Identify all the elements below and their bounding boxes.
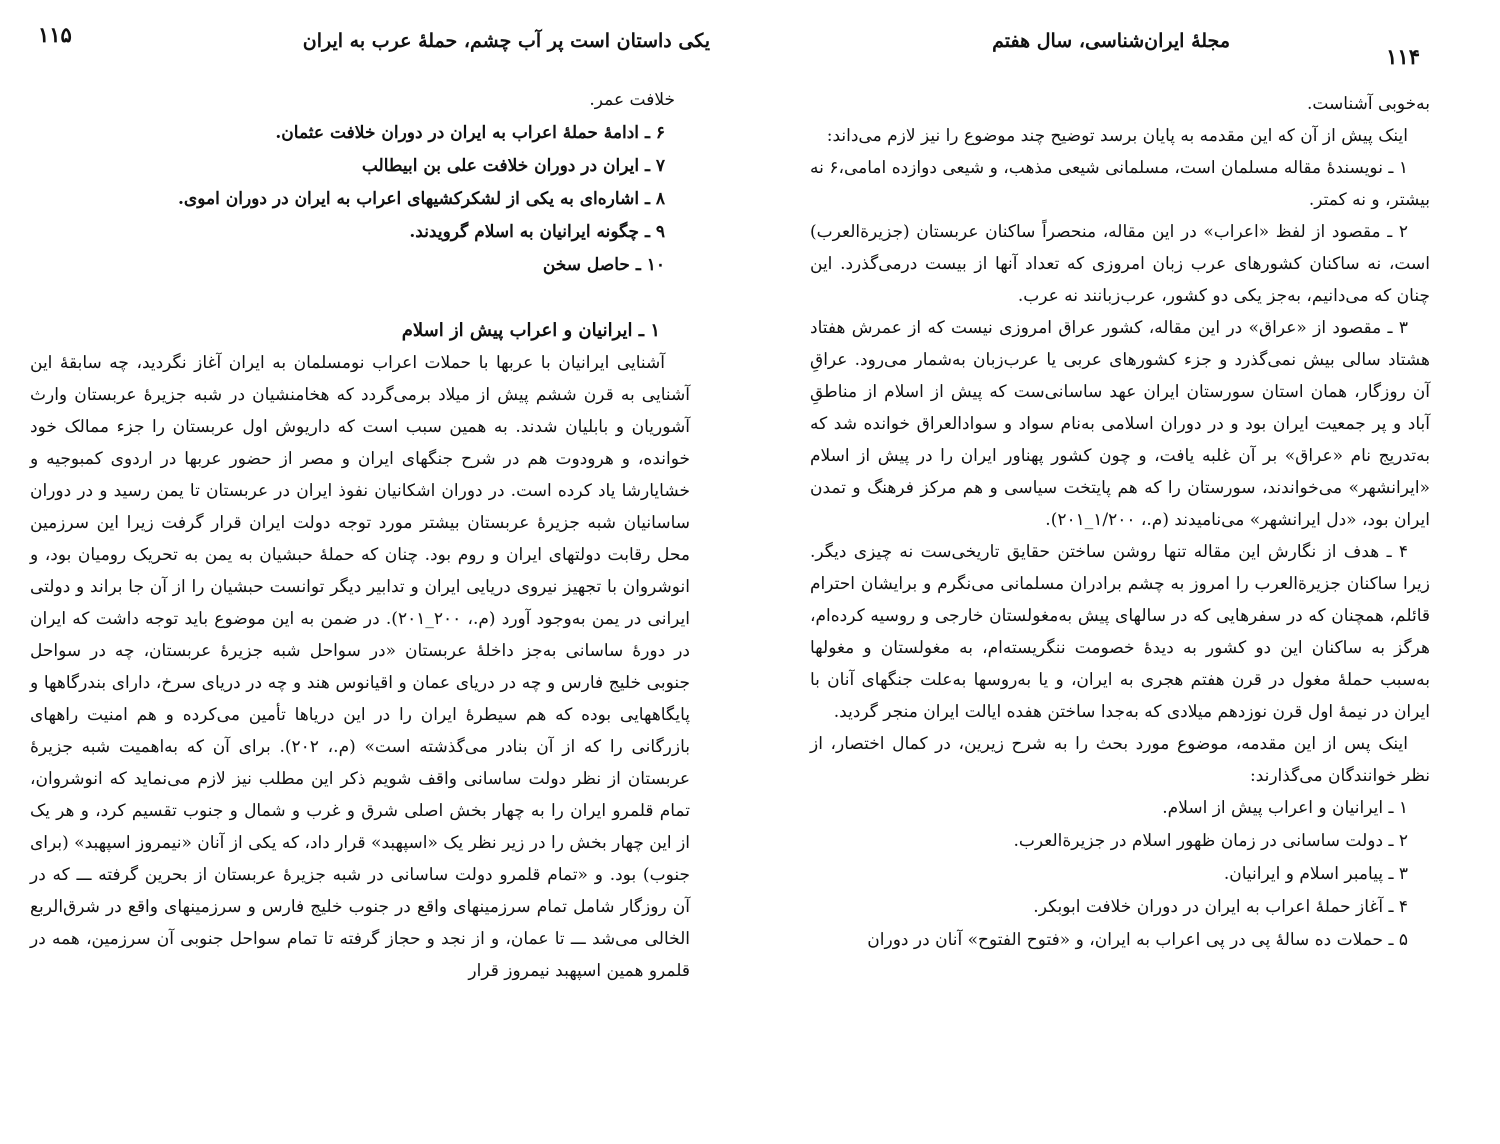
toc-item: ۴ ـ آغاز حملهٔ اعراب به ایران در دوران خلافت ابوبکر. bbox=[1033, 897, 1408, 917]
section-heading: ۱ ـ ایرانیان و اعراب پیش از اسلام bbox=[401, 320, 660, 341]
section-1 bbox=[30, 320, 690, 987]
toc-item: ۲ ـ دولت ساسانی در زمان ظهور اسلام در جزیرةالعرب. bbox=[1013, 831, 1408, 851]
toc-item: ۷ ـ ایران در دوران خلافت علی بن ابیطالب bbox=[361, 156, 665, 176]
outro-paragraph: اینک پس از این مقدمه، موضوع مورد بحث را به شرح زیرین، در کمال اختصار، از نظر خوانندگان می‌گذارند: bbox=[810, 734, 1430, 786]
toc-item: ۳ ـ پیامبر اسلام و ایرانیان. bbox=[1223, 864, 1408, 884]
note-4: ۴ ـ هدف از نگارش این مقاله تنها روشن ساختن حقایق تاریخی‌ست نه چیزی دیگر. زیرا ساکنان جزیرةالعرب را امروز به چشم برادران مسلمانی می‌نگرم و برایشان احترام قائلم، همچنان که در سفرهایی که در سالهای پیش به‌مغولستان خارجی و روسیه کرده‌ام، هرگز به ساکنان این دو کشور به دیدهٔ خصومت ننگریسته‌ام، به مغولستان و مغولها به‌سبب حملهٔ مغول در قرن هفتم هجری به ایران، و یا به‌روسها به‌علت جنگهای آنان با ایران در نیمهٔ اول قرن نوزدهم میلادی که به‌جدا ساختن هفده ایالت ایران منجر گردید. bbox=[810, 542, 1430, 722]
intro-paragraph: اینک پیش از آن که این مقدمه به پایان برسد توضیح چند موضوع را نیز لازم می‌داند: bbox=[826, 126, 1408, 146]
toc-item: ۸ ـ اشاره‌ای به یکی از لشکرکشیهای اعراب به ایران در دوران اموی. bbox=[178, 189, 665, 209]
continuation-line: خلافت عمر. bbox=[589, 90, 675, 110]
running-head: مجلهٔ ایران‌شناسی، سال هفتم bbox=[992, 30, 1230, 52]
running-head: یکی داستان است پر آب چشم، حملهٔ عرب به ایران bbox=[302, 30, 710, 52]
toc-item: ۹ ـ چگونه ایرانیان به اسلام گرویدند. bbox=[409, 222, 665, 242]
toc-item: ۱ ـ ایرانیان و اعراب پیش از اسلام. bbox=[1162, 798, 1408, 818]
note-1: ۱ ـ نویسندهٔ مقاله مسلمان است، مسلمانی شیعی مذهب، و شیعی دوازده امامی،۶ نه بیشتر، و نه کمتر. bbox=[810, 158, 1430, 210]
body-paragraph: آشنایی ایرانیان با عربها با حملات اعراب نومسلمان به ایران آغاز نگردید، چه سابقهٔ این آشنایی به قرن ششم پیش از میلاد برمی‌گردد که هخامنشیان در شبه جزیرهٔ عربستان وارث آشوریان و بابلیان شدند. به همین سبب است که داریوش اول عربستان را جزء ممالک خود خوانده، و هرودوت هم در شرح جنگهای ایران و مصر از حضور عربها در اردوی کمبوجیه و خشایارشا یاد کرده است. در دوران اشکانیان نفوذ ایران در عربستان تا یمن رسید و در دوران ساسانیان شبه جزیرهٔ عربستان بیشتر مورد توجه دولت ایران قرار گرفت زیرا این سرزمین محل رقابت دولتهای ایران و روم بود. چنان که حملهٔ حبشیان به یمن به تحریک رومیان بود، و انوشروان با تجهیز نیروی دریایی ایران و تدابیر دیگر توانست حبشیان را از آن جا براند و دولتی ایرانی در یمن به‌وجود آورد (م.، ۲۰۰_۲۰۱). در ضمن به این موضوع باید توجه داشت که ایران در دورهٔ ساسانی به‌جز داخلهٔ عربستان «در سواحل شبه جزیرهٔ عربستان، چه در سواحل جنوبی خلیج فارس و چه در دریای عمان و اقیانوس هند و چه در دریای سرخ، دارای بندرگاهها و پایگاههایی بوده که هم سیطرهٔ ایران را در این دریاها تأمین می‌کرده و هم امنیت راههای بازرگانی را که از آن بنادر می‌گذشته است» (م.، ۲۰۲). برای آن که به‌اهمیت شبه جزیرهٔ عربستان از نظر دولت ساسانی واقف شویم ذکر این مطلب نیز لازم می‌نماید که انوشروان، تمام قلمرو ایران را به چهار بخش اصلی شرق و غرب و شمال و جنوب تقسیم کرد، و هر یک از این چهار بخش را در زیر نظر یک «اسپهبد» قرار داد، که یکی از آنان «نیمروز اسپهبد» (برای جنوب) بود. و «تمام قلمرو دولت ساسانی در شبه جزیرهٔ عربستان از بحرین گرفته ـــ که در آن روزگار شامل تمام سرزمینهای واقع در جنوب خلیج فارس و سرزمینهای واقع در شرق‌الربع الخالی می‌شد ـــ تا عمان، و از نجد و حجاز گرفته تا تمام سواحل جنوبی آن سرزمین، همه در قلمرو همین اسپهبد نیمروز قرار bbox=[30, 353, 691, 981]
toc-item: ۵ ـ حملات ده سالهٔ پی در پی اعراب به ایران، و «فتوح الفتوح» آنان در دوران bbox=[867, 930, 1408, 950]
opening-line: به‌خوبی آشناست. bbox=[1306, 94, 1430, 114]
toc-continuation bbox=[55, 84, 675, 282]
toc-item: ۶ ـ ادامهٔ حملهٔ اعراب به ایران در دوران خلافت عثمان. bbox=[275, 123, 665, 143]
page-115 bbox=[0, 0, 740, 1144]
toc-item: ۱۰ ـ حاصل سخن bbox=[542, 255, 665, 275]
page-number: ۱۱۵ bbox=[38, 22, 72, 47]
note-3: ۳ ـ مقصود از «عراق» در این مقاله، کشور عراق امروزی نیست که از عمرش هفتاد هشتاد سالی بیش نمی‌گذرد و جزء کشورهای عربی یا عرب‌زبان به‌شمار می‌رود. عراقِ آن روزگار، همان استان سورستان ایران عهد ساسانی‌ست که پیش از اسلام از مناطقِ آباد و پر جمعیت ایران بود و در دوران اسلامی به‌نام سواد و سوادالعراق خوانده شد که به‌تدریج نام «عراق» بر آن غلبه یافت، و چون کشور پهناور ایران را در پیش از اسلام «ایرانشهر» می‌خواندند، سورستان را که هم پایتخت سیاسی و هم مرکز فرهنگ و تمدن ایران بود، «دل ایرانشهر» می‌نامیدند (م.، ۱/۲۰۰_۲۰۱). bbox=[810, 318, 1430, 530]
introduction bbox=[810, 88, 1430, 957]
page-114 bbox=[760, 0, 1500, 1144]
page-number: ۱۱۴ bbox=[1386, 44, 1420, 69]
note-2: ۲ ـ مقصود از لفظ «اعراب» در این مقاله، منحصراً ساکنان عربستان (جزیرةالعرب) است، نه ساکنان کشورهای عرب زبان امروزی که تعداد آنها از بیست درمی‌گذرد. این چنان که می‌دانیم، به‌جز یکی دو کشور، عرب‌زبانند نه عرب. bbox=[810, 222, 1430, 306]
